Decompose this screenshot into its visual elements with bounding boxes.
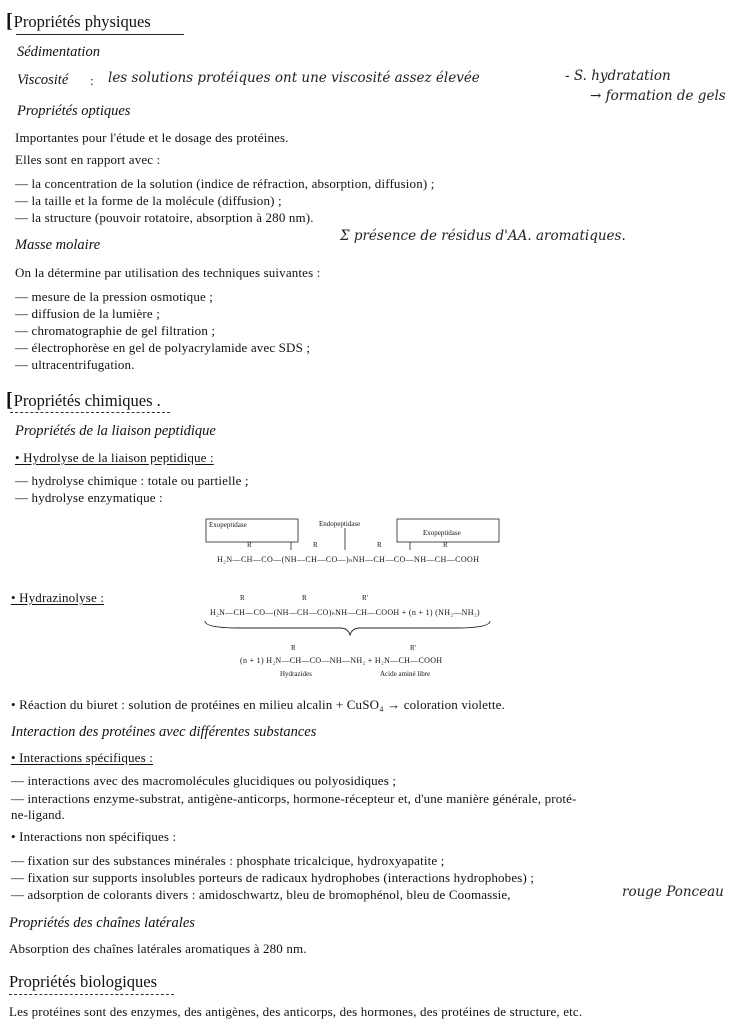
- list-item: — hydrolyse enzymatique :: [15, 490, 163, 505]
- handwritten-ponceau-note: rouge Ponceau: [622, 884, 724, 900]
- r-group-label: R: [377, 541, 382, 549]
- list-item: — mesure de la pression osmotique ;: [15, 289, 214, 304]
- section-biologiques-heading: Propriétés biologiques: [9, 972, 158, 991]
- handwritten-gels-note: → formation de gels: [590, 88, 726, 104]
- list-item: — chromatographie de gel filtration ;: [15, 323, 216, 338]
- subheading-masse-molaire: Masse molaire: [15, 237, 101, 253]
- section-bracket: [: [6, 10, 13, 32]
- hydrazides-label: Hydrazides: [280, 670, 312, 678]
- hydrazinolysis-figure: [200, 592, 500, 680]
- list-item: — interactions enzyme-substrat, antigène-anticorps, hormone-récepteur et, d'une manière générale, proté-: [11, 791, 577, 806]
- r-prime-label: R': [362, 594, 368, 602]
- handwritten-hydratation-note: - S. hydratation: [565, 68, 671, 84]
- heading-underline: [9, 994, 174, 995]
- endopeptidase-label: Endopeptidase: [319, 520, 361, 528]
- heading-underline: [10, 412, 170, 413]
- section-title: Propriétés physiques: [13, 12, 151, 31]
- heading-underline: [16, 34, 184, 35]
- hydrolysis-figure: [205, 518, 500, 573]
- viscosite-colon: :: [90, 73, 94, 88]
- list-item: — fixation sur des substances minérales : phosphate tricalcique, hydroxyapatite ;: [11, 853, 445, 868]
- subheading-interaction: Interaction des protéines avec différentes substances: [11, 724, 317, 740]
- exopeptidase-right-label: Exopeptidase: [423, 529, 461, 537]
- list-item: ne-ligand.: [11, 807, 65, 822]
- optiques-paragraph-1: Importantes pour l'étude et le dosage des protéines.: [15, 130, 289, 145]
- list-item: — la concentration de la solution (indice de réfraction, absorption, diffusion) ;: [15, 176, 435, 191]
- list-item: — diffusion de la lumière ;: [15, 306, 160, 321]
- subheading-sedimentation: Sédimentation: [17, 44, 100, 60]
- optiques-paragraph-2: Elles sont en rapport avec :: [15, 152, 161, 167]
- subheading-chaines: Propriétés des chaînes latérales: [9, 915, 195, 931]
- r-group-label: R: [443, 541, 448, 549]
- section-chimiques-heading: [6, 389, 161, 412]
- r-group-label: R: [291, 644, 296, 652]
- subheading-liaison: Propriétés de la liaison peptidique: [15, 423, 216, 439]
- section-physiques-heading: [6, 10, 151, 33]
- handwritten-aromatic-note: Σ présence de résidus d'AA. aromatiques.: [340, 228, 626, 244]
- subheading-viscosite: Viscosité: [17, 72, 69, 88]
- list-item: — interactions avec des macromolécules glucidiques ou polyosidiques ;: [11, 773, 397, 788]
- r-group-label: R: [302, 594, 307, 602]
- biuret-bullet: • Réaction du biuret : solution de protéines en milieu alcalin + CuSO₄ → coloration violette.: [11, 697, 505, 712]
- free-amino-acid-label: Acide aminé libre: [380, 670, 431, 678]
- nonspec-bullet: • Interactions non spécifiques :: [11, 829, 177, 844]
- biologiques-paragraph: Les protéines sont des enzymes, des antigènes, des anticorps, des hormones, des protéines de structure, etc.: [9, 1004, 583, 1019]
- exopeptidase-left-label: Exopeptidase: [209, 521, 247, 529]
- hydrolyse-bullet: • Hydrolyse de la liaison peptidique :: [15, 450, 214, 465]
- masse-paragraph: On la détermine par utilisation des techniques suivantes :: [15, 265, 321, 280]
- list-item: — hydrolyse chimique : totale ou partielle ;: [15, 473, 249, 488]
- hydrazinolyse-bullet: • Hydrazinolyse :: [11, 590, 105, 605]
- reaction-brace: [200, 619, 500, 639]
- list-item: — la structure (pouvoir rotatoire, absorption à 280 nm).: [15, 210, 314, 225]
- subheading-optiques: Propriétés optiques: [17, 103, 131, 119]
- r-group-label: R: [240, 594, 245, 602]
- handwritten-viscosite-note: les solutions protéiques ont une viscosité assez élevée: [108, 70, 480, 86]
- hydrazinolysis-products: (n + 1) H₂N—CH—CO—NH—NH₂ + H₂N—CH—COOH: [240, 656, 443, 665]
- list-item: — adsorption de colorants divers : amidoschwartz, bleu de bromophénol, bleu de Coomassie,: [11, 887, 511, 902]
- r-prime-label: R': [410, 644, 416, 652]
- peptide-chain-formula: H₂N—CH—CO—(NH—CH—CO—)ₙNH—CH—CO—NH—CH—COOH: [217, 555, 480, 564]
- hydrazinolysis-reactants: H₂N—CH—CO—(NH—CH—CO)ₙNH—CH—COOH + (n + 1) (NH₂—NH₂): [210, 608, 480, 617]
- r-group-label: R: [313, 541, 318, 549]
- list-item: — électrophorèse en gel de polyacrylamide avec SDS ;: [15, 340, 311, 355]
- specifiques-bullet: • Interactions spécifiques :: [11, 750, 153, 765]
- section-bracket: [: [6, 389, 13, 411]
- list-item: — fixation sur supports insolubles porteurs de radicaux hydrophobes (interactions hydrophobes) ;: [11, 870, 535, 885]
- section-title: Propriétés chimiques .: [13, 391, 161, 410]
- list-item: — la taille et la forme de la molécule (diffusion) ;: [15, 193, 282, 208]
- r-group-label: R: [247, 541, 252, 549]
- list-item: — ultracentrifugation.: [15, 357, 135, 372]
- chaines-paragraph: Absorption des chaînes latérales aromatiques à 280 nm.: [9, 941, 307, 956]
